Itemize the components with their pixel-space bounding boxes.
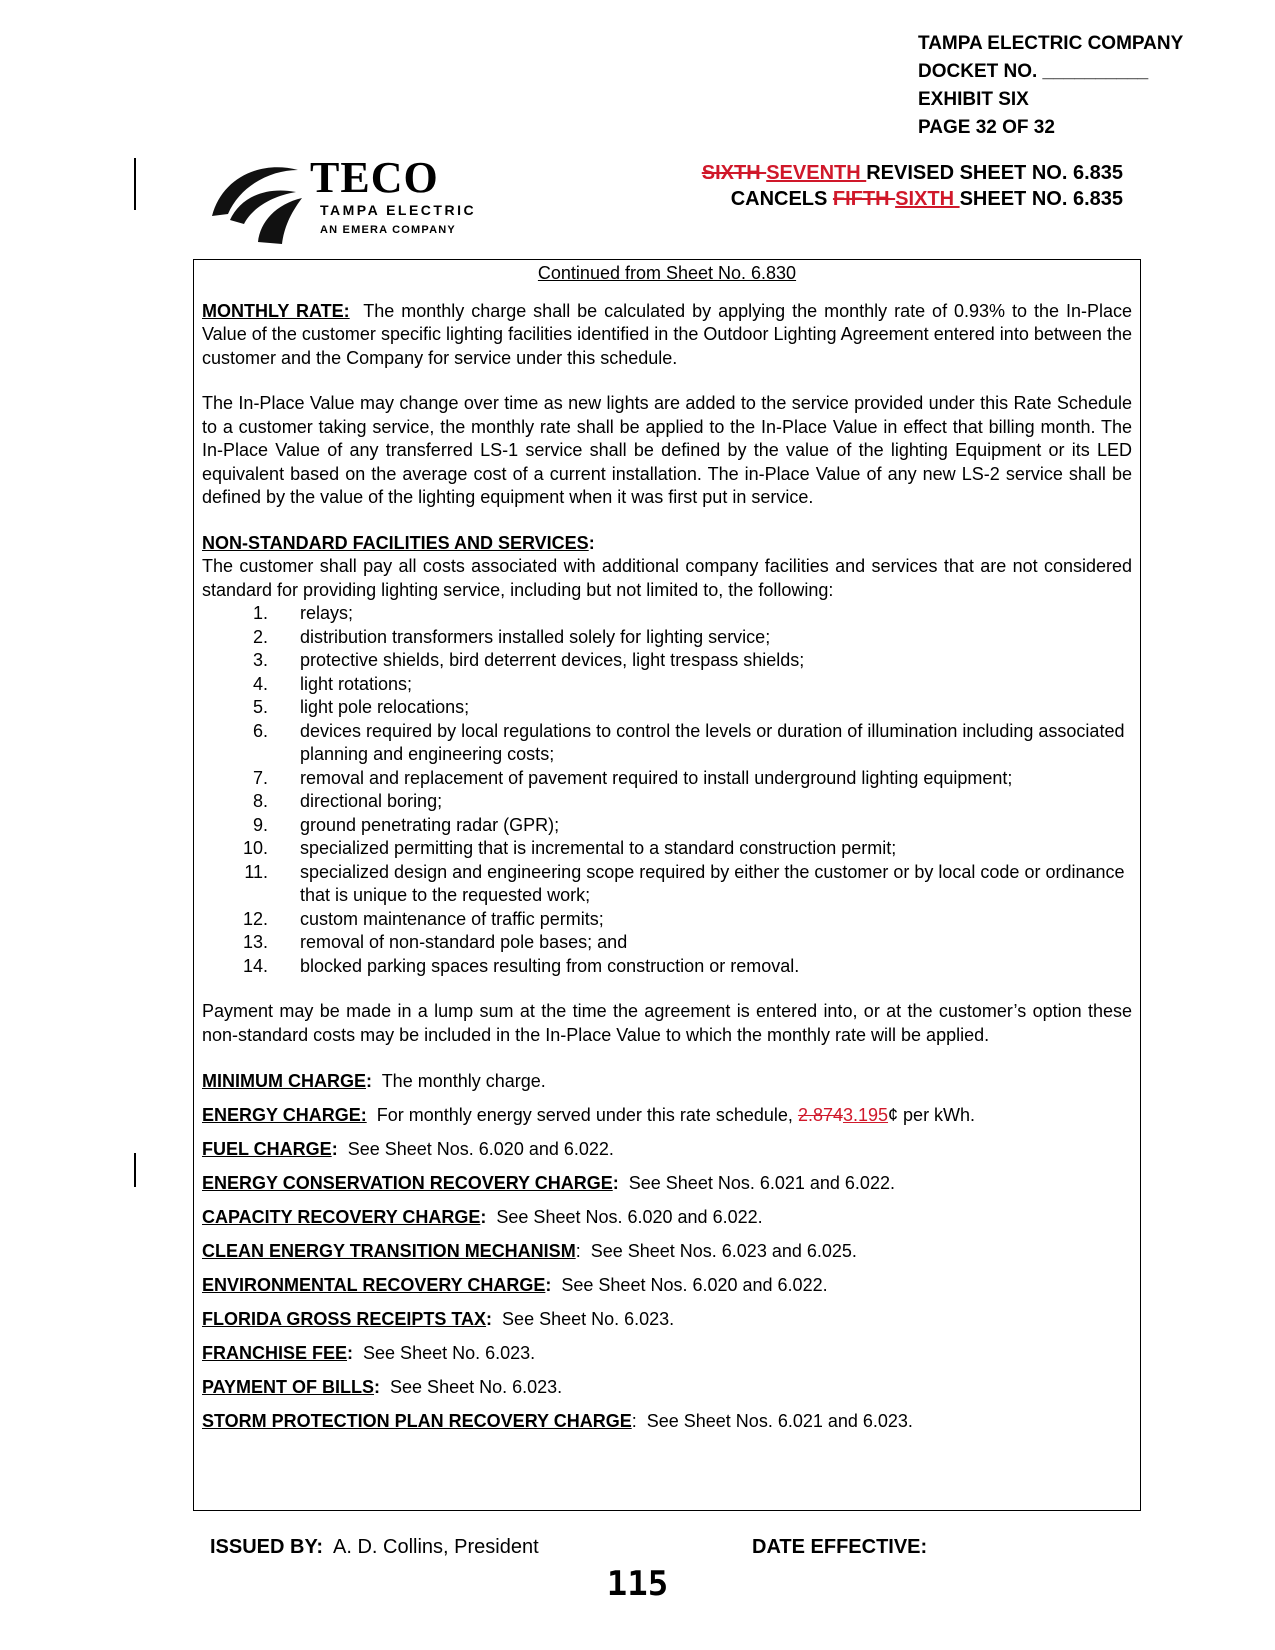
payment-of-bills-text: See Sheet No. 6.023. — [390, 1377, 563, 1397]
tariff-body — [202, 262, 1132, 1443]
franchise-fee-heading: FRANCHISE FEE — [202, 1343, 348, 1363]
environmental-charge-line: ENVIRONMENTAL RECOVERY CHARGE: See Sheet Nos. 6.020 and 6.022. — [202, 1275, 828, 1295]
payment-of-bills-heading: PAYMENT OF BILLS — [202, 1377, 375, 1397]
non-standard-heading-line — [202, 532, 1132, 556]
minimum-charge-line: MINIMUM CHARGE: The monthly charge. — [202, 1071, 546, 1091]
list-item-number: 12. — [242, 908, 268, 929]
energy-charge-text: For monthly energy served under this rate schedule, — [376, 1105, 798, 1125]
page-of-pages: PAGE 32 OF 32 — [918, 117, 1055, 138]
list-item-text: light pole relocations; — [300, 697, 470, 717]
environmental-charge-heading: ENVIRONMENTAL RECOVERY CHARGE — [202, 1275, 546, 1295]
logo-wordmark: TECO — [310, 153, 439, 202]
sheet-line-2-prefix: CANCELS — [730, 188, 833, 210]
fuel-charge-line: FUEL CHARGE: See Sheet Nos. 6.020 and 6.022. — [202, 1139, 614, 1159]
list-item — [202, 626, 1132, 650]
deleted-text: SIXTH — [701, 162, 767, 184]
list-item-text: custom maintenance of traffic permits; — [300, 908, 604, 929]
list-item — [202, 673, 1132, 697]
list-item — [202, 837, 1132, 861]
capacity-charge-line: CAPACITY RECOVERY CHARGE: See Sheet Nos. 6.020 and 6.022. — [202, 1207, 763, 1227]
list-item-text: protective shields, bird deterrent devices, light trespass shields; — [300, 650, 805, 670]
list-item — [202, 602, 1132, 626]
list-item-number: 11. — [244, 861, 268, 882]
ecrc-line: ENERGY CONSERVATION RECOVERY CHARGE: See Sheet Nos. 6.021 and 6.022. — [202, 1173, 895, 1193]
storm-protection-line: STORM PROTECTION PLAN RECOVERY CHARGE: See Sheet Nos. 6.021 and 6.023. — [202, 1411, 913, 1431]
energy-inserted-rate: 3.195 — [842, 1105, 889, 1125]
ecrc-heading: ENERGY CONSERVATION RECOVERY CHARGE — [202, 1173, 613, 1193]
issued-by-label: ISSUED BY: — [210, 1536, 323, 1558]
list-item-number: 1. — [252, 603, 268, 623]
list-item-number: 8. — [252, 791, 268, 811]
list-item — [202, 931, 1132, 955]
change-bar-energy — [134, 1153, 136, 1187]
sheet-line-2 — [702, 186, 1123, 212]
teco-swoosh-icon — [210, 158, 310, 244]
list-item-number: 7. — [252, 767, 268, 788]
list-item-number: 6. — [252, 720, 268, 741]
list-item-number: 2. — [252, 626, 268, 647]
list-item — [202, 720, 1132, 767]
inserted-text: SIXTH — [895, 188, 960, 210]
sheet-line-2-rest: SHEET NO. 6.835 — [959, 188, 1123, 210]
minimum-charge-heading: MINIMUM CHARGE — [202, 1071, 366, 1091]
fuel-charge-heading: FUEL CHARGE — [202, 1139, 332, 1159]
document-header — [918, 30, 1183, 142]
list-item-text: removal of non-standard pole bases; and — [300, 932, 628, 952]
capacity-charge-heading: CAPACITY RECOVERY CHARGE — [202, 1207, 481, 1227]
issued-by — [210, 1536, 539, 1559]
list-item-text: removal and replacement of pavement required to install underground lighting equipment; — [300, 767, 1013, 788]
energy-charge-unit: ¢ per kWh. — [888, 1105, 976, 1125]
fgrt-line: FLORIDA GROSS RECEIPTS TAX: See Sheet No. 6.023. — [202, 1309, 675, 1329]
list-item-number: 5. — [252, 697, 268, 717]
storm-protection-text: See Sheet Nos. 6.021 and 6.023. — [646, 1411, 913, 1431]
list-item-text: directional boring; — [300, 791, 443, 811]
fgrt-heading: FLORIDA GROSS RECEIPTS TAX — [202, 1309, 487, 1329]
list-item-text: distribution transformers installed solely for lighting service; — [300, 626, 771, 647]
change-bar-top — [134, 158, 136, 210]
minimum-charge-text: The monthly charge. — [381, 1071, 546, 1091]
list-item-number: 3. — [252, 650, 268, 670]
company-name: TAMPA ELECTRIC COMPANY — [918, 33, 1184, 54]
fgrt-text: See Sheet No. 6.023. — [502, 1309, 675, 1329]
environmental-charge-text: See Sheet Nos. 6.020 and 6.022. — [561, 1275, 828, 1295]
list-item-number: 13. — [242, 932, 268, 952]
monthly-rate-text: The monthly charge shall be calculated by applying the monthly rate of 0.93% to the In-Place Value of the customer specific lighting facilities identified in the Outdoor Lighting Agreement entered into between the customer and the Company for service under this schedule. — [202, 300, 1133, 368]
list-item — [202, 955, 1132, 979]
monthly-rate-paragraph — [202, 300, 1132, 371]
list-item-text: relays; — [300, 603, 354, 623]
list-item-number: 14. — [242, 955, 268, 976]
cetm-text: See Sheet Nos. 6.023 and 6.025. — [590, 1241, 857, 1261]
list-item-number: 4. — [252, 673, 268, 694]
list-item-number: 9. — [252, 814, 268, 835]
franchise-fee-line: FRANCHISE FEE: See Sheet No. 6.023. — [202, 1343, 536, 1363]
capacity-charge-text: See Sheet Nos. 6.020 and 6.022. — [496, 1207, 763, 1227]
sheet-number-block — [702, 160, 1123, 212]
list-item-text: specialized permitting that is incremental to a standard construction permit; — [300, 838, 897, 858]
continued-from: Continued from Sheet No. 6.830 — [537, 263, 797, 283]
heading-colon: : — [588, 532, 595, 553]
energy-deleted-rate: 2.874 — [797, 1105, 843, 1125]
payment-of-bills-line: PAYMENT OF BILLS: See Sheet No. 6.023. — [202, 1377, 563, 1397]
list-item-number: 10. — [242, 838, 268, 858]
list-item — [202, 696, 1132, 720]
list-item — [202, 649, 1132, 673]
list-item-text: light rotations; — [300, 673, 413, 694]
monthly-rate-heading: MONTHLY RATE: — [202, 300, 350, 321]
list-item — [202, 861, 1132, 908]
list-item — [202, 814, 1132, 838]
list-item-text: blocked parking spaces resulting from construction or removal. — [300, 955, 800, 976]
cetm-heading: CLEAN ENERGY TRANSITION MECHANISM — [202, 1241, 576, 1261]
sheet-line-1-rest: REVISED SHEET NO. 6.835 — [866, 162, 1123, 184]
energy-charge-line — [202, 1103, 1132, 1127]
docket-number: DOCKET NO. __________ — [918, 61, 1149, 82]
cetm-line: CLEAN ENERGY TRANSITION MECHANISM: See Sheet Nos. 6.023 and 6.025. — [202, 1241, 857, 1261]
issued-by-name: A. D. Collins, President — [333, 1536, 539, 1558]
energy-charge-heading: ENERGY CHARGE: — [202, 1105, 367, 1125]
non-standard-heading: NON-STANDARD FACILITIES AND SERVICES — [202, 532, 589, 553]
teco-logo — [210, 153, 530, 244]
deleted-text: FIFTH — [832, 188, 896, 210]
list-item — [202, 908, 1132, 932]
logo-subtitle: TAMPA ELECTRIC — [320, 202, 477, 218]
sheet-line-1 — [702, 160, 1123, 186]
storm-protection-heading: STORM PROTECTION PLAN RECOVERY CHARGE — [202, 1411, 632, 1431]
in-place-value-paragraph: The In-Place Value may change over time as new lights are added to the service provided under this Rate Schedule to a customer taking service, the monthly rate shall be applied to the In-Place Value in effect that billing month. The In-Place Value of any transferred LS-1 service shall be defined by the value of the lighting Equipment or its LED equivalent based on the average cost of a current installation. The in-Place Value of any new LS-2 service shall be defined by the value of the lighting equipment when it was first put in service. — [202, 393, 1132, 507]
payment-paragraph: Payment may be made in a lump sum at the time the agreement is entered into, or at the customer’s option these non-standard costs may be included in the In-Place Value to which the monthly rate will be applied. — [202, 1001, 1132, 1045]
list-item-text: devices required by local regulations to control the levels or duration of illumination including associated planning and engineering costs; — [300, 720, 1125, 764]
list-item-text: specialized design and engineering scope required by either the customer or by local code or ordinance that is unique to the requested work; — [300, 861, 1125, 905]
ecrc-text: See Sheet Nos. 6.021 and 6.022. — [628, 1173, 895, 1193]
logo-tagline: AN EMERA COMPANY — [320, 224, 456, 236]
list-item — [202, 790, 1132, 814]
franchise-fee-text: See Sheet No. 6.023. — [363, 1343, 536, 1363]
list-item-text: ground penetrating radar (GPR); — [300, 814, 560, 835]
non-standard-items-list — [202, 602, 1132, 978]
date-effective-label: DATE EFFECTIVE: — [752, 1536, 928, 1558]
page-number: 115 — [606, 1564, 669, 1604]
fuel-charge-text: See Sheet Nos. 6.020 and 6.022. — [347, 1139, 614, 1159]
list-item — [202, 767, 1132, 791]
inserted-text: SEVENTH — [766, 162, 867, 184]
exhibit-label: EXHIBIT SIX — [918, 89, 1029, 110]
non-standard-intro: The customer shall pay all costs associated with additional company facilities and services that are not considered standard for providing lighting service, including but not limited to, the following: — [202, 556, 1132, 600]
